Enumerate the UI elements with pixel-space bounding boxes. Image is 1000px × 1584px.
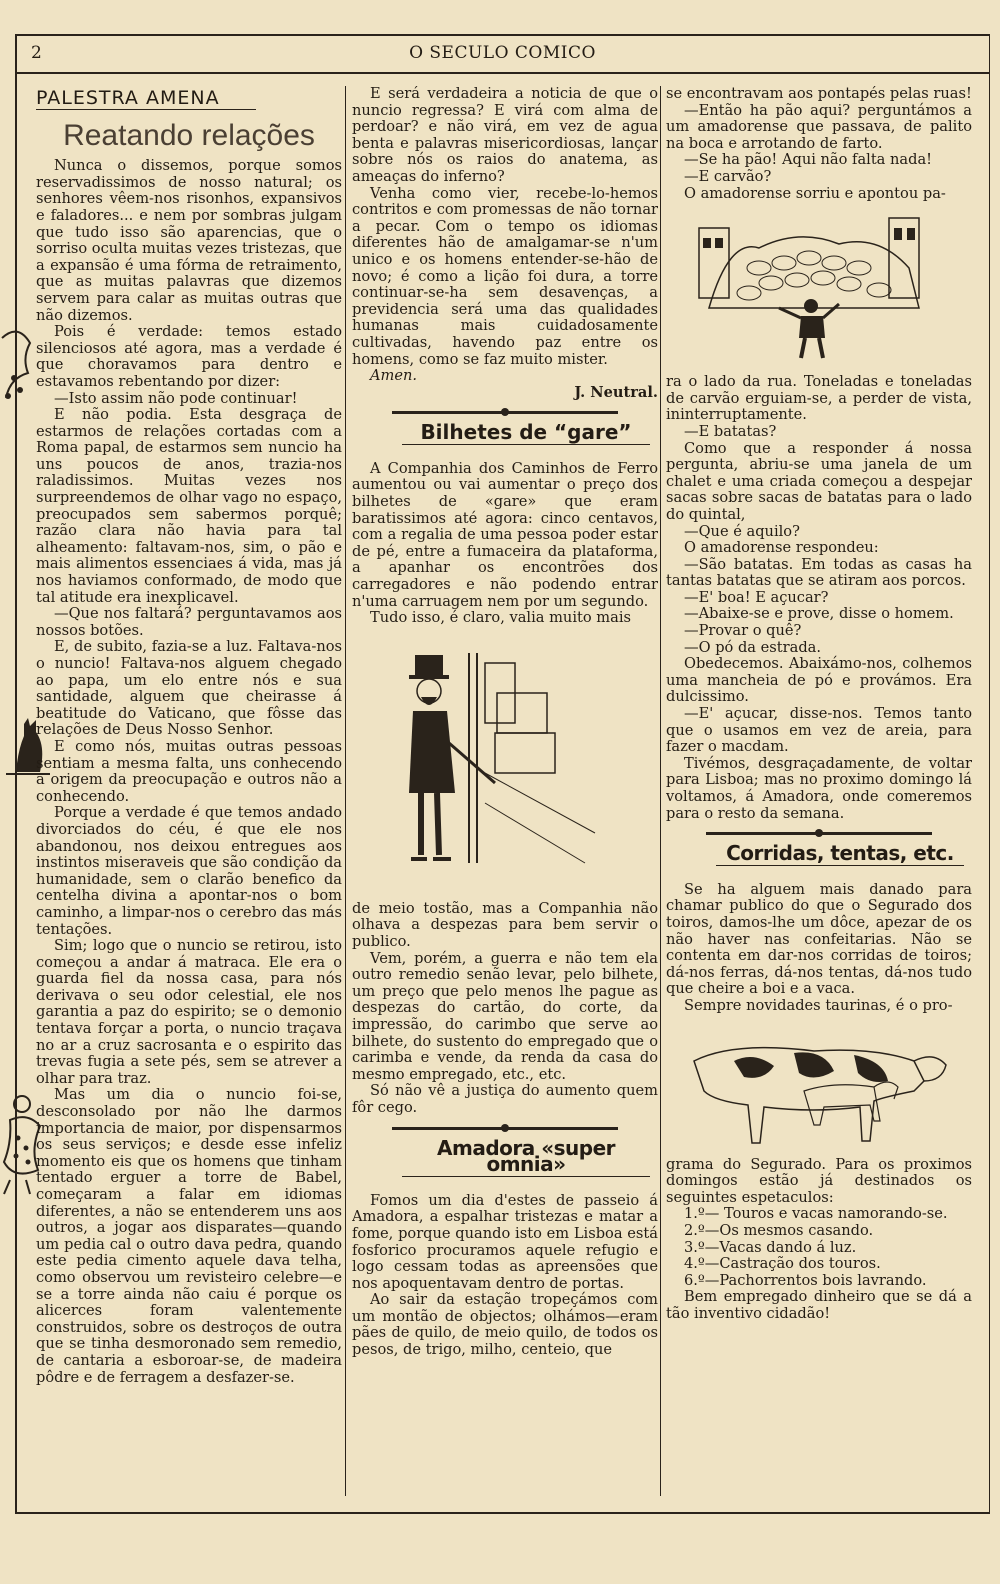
paragraph: Sim; logo que o nuncio se retirou, isto começou a andar á matraca. Ele era o guarda fiel da nossa casa, para nós derivava o seu odor celestial, ele nos garantia a paz do espirito; se o demonio tentava forçar a porta, o nuncio traçava no ar a cruz sacrosanta e o espirito das trevas fugia a sete pés, sem se atrever a olhar para traz. — [36, 937, 342, 1087]
list-item: 1.º— Touros e vacas namorando-se. — [684, 1205, 948, 1223]
paragraph: —E carvão? — [684, 167, 772, 185]
page-header — [15, 34, 990, 74]
section-title-gare: Bilhetes de “gare” — [402, 424, 650, 445]
paragraph: de meio tostão, mas a Companhia não olhava a despezas para bem servir o publico. — [352, 899, 658, 950]
paragraph: grama do Segurado. Para os proximos domingos estão já destinados os seguintes espetaculos: — [666, 1155, 972, 1206]
paragraph: —Abaixe-se e prove, disse o homem. — [684, 605, 954, 623]
newspaper-title: O SECULO COMICO — [409, 43, 596, 63]
section-divider — [392, 411, 618, 414]
paragraph: Nunca o dissemos, porque somos reservadissimos de nosso natural; os senhores vêem-nos risonhos, expansivos e faladores... e nem por sombras julgam que tudo isso são aparencias, que o sorriso oculta muitas vezes tristezas, que a expansão é uma fórma de retraimento, que as muitas palavras que dizemos servem para calar as muitas outras que não dizemos. — [36, 157, 342, 324]
paragraph: Obedecemos. Abaixámo-nos, colhemos uma mancheia de pó e provámos. Era dulcissimo. — [666, 655, 972, 706]
paragraph: O amadorense sorriu e apontou pa- — [684, 184, 946, 202]
paragraph: E não podia. Esta desgraça de estarmos de relações cortadas com a Roma papal, de estarmos sem nuncio ha uns poucos de anos, trazia-nos raladissimos. Muitas vezes nos surpreendemos de olhar vago no espaço, preocupados sem sabermos porquê; razão clara não havia para tal alheamento: faltavam-nos, sim, o pão e mais alimentos essenciaes á vida, mas já nos haviamos conformado, de modo que tal atitude era inexplicavel. — [36, 406, 342, 606]
list-item: 2.º—Os mesmos casando. — [684, 1221, 874, 1239]
section-divider — [706, 832, 932, 835]
paragraph: O amadorense respondeu: — [684, 539, 879, 557]
paragraph: —E' açucar, disse-nos. Temos tanto que o usamos em vez de areia, para fazer o macdam. — [666, 705, 972, 756]
paragraph: Bem empregado dinheiro que se dá a tão inventivo cidadão! — [666, 1288, 972, 1322]
paragraph: Porque a verdade é que temos andado divorciados do céu, é que ele nos abandonou, nos deixou entregues aos instintos miseraveis que são condição da humanidade, sem o clarão benefico da centelha divina a apontar-nos o bom caminho, a limpar-nos o cerebro das más tentações. — [36, 804, 342, 938]
paragraph: Fomos um dia d'estes de passeio á Amadora, a espalhar tristezas e matar a fome, porque quando isto em Lisboa está fosforico procuramos aquele refugio e logo cessam todas as apreensões que nos apoquentavam dentro de portas. — [352, 1191, 658, 1292]
column-rule — [660, 86, 661, 1496]
paragraph: Venha como vier, recebe-lo-hemos contritos e com promessas de não tornar a pecar. Com o tempo os idiomas diferentes hão de amalgamar-se n'um unico e os homens entender-se-hão de novo; é como a lição foi dura, a torre continuar-se-ha sem desavenças, a previdencia será uma das qualidades humanas mais cuidadosamente cultivadas, havendo paz entre os homens, como se faz muito mister. — [352, 184, 658, 368]
paragraph: Vem, porém, a guerra e não tem ela outro remedio senão levar, pelo bilhete, um preço que pelo menos lhe pague as despezas do cartão, do corte, da impressão, do carimbo que serve ao bilhete, do sustento do empregado que o carimba e vende, da renda da casa do mesmo empregado, etc., etc. — [352, 949, 658, 1083]
paragraph: —E batatas? — [684, 422, 777, 440]
section-divider — [392, 1127, 618, 1130]
article-body — [36, 158, 342, 1386]
margin-clown-doodle-icon — [0, 318, 40, 418]
paragraph: —São batatas. Em todas as casas ha tantas batatas que se atiram aos porcos. — [666, 555, 972, 590]
paragraph: —Isto assim não pode continuar! — [54, 389, 298, 407]
paragraph: Ao sair da estação tropeçámos com um montão de objectos; olhámos—eram pães de quilo, de meio quilo, de todos os pesos, de trigo, milho, centeio, que — [352, 1291, 658, 1359]
coal-pile-street-illustration — [689, 208, 949, 368]
paragraph: Tudo isso, é claro, valia muito mais — [370, 609, 631, 627]
paragraph: ra o lado da rua. Toneladas e toneladas de carvão erguiam-se, a perder de vista, ininterruptamente. — [666, 373, 972, 424]
paragraph: se encontravam aos pontapés pelas ruas! — [666, 86, 972, 102]
column-left — [36, 86, 342, 1496]
paragraph: E como nós, muitas outras pessoas sentiam a mesma falta, uns conhecendo a origem da preocupação e outros não a conhecendo. — [36, 737, 342, 805]
paragraph: —Que é aquilo? — [684, 522, 800, 540]
paragraph: Mas um dia o nuncio foi-se, desconsolado por não lhe darmos importancia de maior, por dispensarmos os seus serviços; e desde esse infeliz momento eis que os homens que tinham tentado erguer a torre de Babel, começaram a falar em idiomas diferentes, a não se entenderem uns aos outros, a jogar aos disparates—quando um pedia cal o outro dava pedra, quando este pedia cimento aquele dava telha, como observou um revisteiro celebre—e se a torre ainda não caiu é porque os alicerces foram valentemente construidos, sobre os destroços de outra que se tinha desmoronado sem remedio, de cantaria a esboroar-se, de madeira pôdre e de ferragem a desfazer-se. — [36, 1086, 342, 1386]
old-man-station-illustration — [385, 633, 625, 895]
list-item: 4.º—Castração dos touros. — [684, 1255, 881, 1273]
section-label: PALESTRA AMENA — [36, 90, 256, 110]
paragraph: —E' boa! E açucar? — [684, 588, 829, 606]
paragraph: —Se ha pão! Aqui não falta nada! — [684, 151, 933, 169]
paragraph: A Companhia dos Caminhos de Ferro aumentou ou vai aumentar o preço dos bilhetes de «gare» que eram baratissimos até agora: cinco centavos, com a regalia de uma pessoa poder estar de pé, entre a fumaceira da plataforma, a apanhar os encontrões dos carregadores e não podendo entrar n'uma carruagem nem por um segundo. — [352, 459, 658, 610]
list-item: 3.º—Vacas dando á luz. — [684, 1238, 857, 1256]
paragraph: Só não vê a justiça do aumento quem fôr cego. — [352, 1082, 658, 1116]
paragraph: Pois é verdade: temos estado silenciosos até agora, mas a verdade é que choravamos para dentro e estavamos rebentando por dizer: — [36, 323, 342, 390]
column-middle — [352, 86, 658, 1496]
column-right — [666, 86, 972, 1496]
paragraph: —O pó da estrada. — [684, 638, 821, 656]
section-title-corridas: Corridas, tentas, etc. — [716, 845, 964, 866]
cows-illustration — [674, 1021, 964, 1151]
column-rule — [345, 86, 346, 1496]
list-item: 6.º—Pachorrentos bois lavrando. — [684, 1271, 927, 1289]
paragraph: Se ha alguem mais danado para chamar publico do que o Segurado dos toiros, damos-lhe um dôce, apezar de os não haver nas confeitarias. Não se contenta em dar-nos corridas de toiros; dá-nos ferras, dá-nos tentas, dá-nos tudo que cheire a boi e a vaca. — [666, 880, 972, 998]
section-title-amadora: Amadora «super omnia» — [402, 1140, 650, 1177]
closing-word: Amen. — [370, 367, 418, 385]
paragraph: —Então ha pão aqui? perguntámos a um amadorense que passava, de palito na boca e arrotando de farto. — [666, 101, 972, 152]
author-signature: J. Neutral. — [574, 383, 658, 401]
article-title: Reatando relações — [63, 118, 315, 152]
paragraph: Sempre novidades taurinas, é o pro- — [684, 996, 953, 1014]
paragraph: E, de subito, fazia-se a luz. Faltava-nos o nuncio! Faltava-nos alguem chegado ao papa, um elo entre nós e sua santidade, alguem que cheirasse á beatitude do Vaticano, que fôsse das relações de Deus Nosso Senhor. — [36, 638, 342, 739]
paragraph: —Que nos faltará? perguntavamos aos nossos botões. — [36, 605, 342, 639]
paragraph: E será verdadeira a noticia de que o nuncio regressa? E virá com alma de perdoar? e não virá, em vez de agua benta e palavras misericordiosas, lançar sobre nós os raios do anatema, as ameaças do inferno? — [352, 86, 658, 185]
paragraph: Como que a responder á nossa pergunta, abriu-se uma janela de um chalet e uma criada começou a despejar sacas sobre sacas de batatas para o lado do quintal, — [666, 439, 972, 523]
paragraph: —Provar o quê? — [684, 622, 802, 640]
page-number: 2 — [31, 43, 42, 63]
paragraph: Tivémos, desgraçadamente, de voltar para Lisboa; mas no proximo domingo lá voltamos, á Amadora, onde comeremos para o resto da semana. — [666, 754, 972, 822]
